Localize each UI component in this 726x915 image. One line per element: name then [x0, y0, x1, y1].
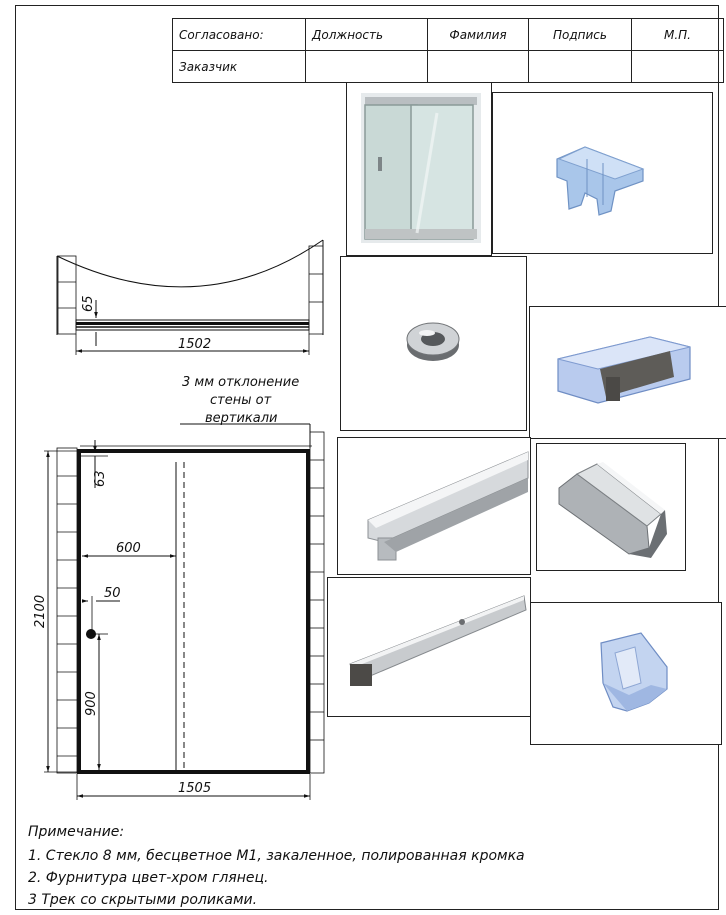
surname-label: Фамилия — [428, 19, 529, 51]
ring-fitting-photo — [340, 256, 527, 431]
dim-wall-depth: 65 — [81, 295, 96, 312]
top-view-right-wall — [309, 246, 323, 334]
notes-heading: Примечание: — [28, 824, 125, 840]
front-view — [33, 432, 324, 800]
dim-handle-offset: 50 — [104, 586, 121, 601]
top-view-arc — [57, 240, 323, 287]
agreed-label: Согласовано: — [173, 19, 306, 51]
seal-profile-photo-3 — [530, 602, 722, 745]
track-profile-image — [338, 438, 530, 574]
rail-photo — [327, 577, 531, 717]
seal-profile-photo-2 — [529, 306, 726, 439]
note-item-2: 2. Фурнитура цвет-хром глянец. — [28, 870, 269, 886]
door-frame — [79, 451, 308, 772]
seal-label: М.П. — [632, 19, 724, 51]
dim-handle-height: 900 — [84, 691, 99, 716]
wall-deviation-note-3: вертикали — [205, 411, 278, 426]
front-view-left-wall — [57, 448, 77, 773]
dim-panel-offset: 600 — [116, 541, 141, 556]
wall-deviation-note-1: 3 мм отклонение — [182, 375, 300, 390]
front-view-right-wall — [310, 432, 324, 773]
dim-top-gap: 63 — [93, 470, 108, 487]
seal-profile-1-image — [493, 93, 712, 253]
seal-profile-3-image — [531, 603, 721, 744]
signature-label: Подпись — [529, 19, 632, 51]
rail-image — [328, 578, 530, 716]
ring-fitting-image — [341, 257, 526, 430]
u-channel-image — [537, 444, 685, 570]
shower-door-image — [347, 83, 491, 255]
seal-profile-2-image — [530, 307, 726, 438]
dim-front-width: 1505 — [178, 781, 212, 796]
note-item-3: 3 Трек со скрытыми роликами. — [28, 892, 258, 908]
top-view-left-wall — [58, 256, 76, 334]
dim-height: 2100 — [33, 594, 48, 628]
position-label: Должность — [306, 19, 428, 51]
wall-deviation-note-2: стены от — [210, 393, 272, 408]
top-view — [57, 240, 323, 355]
shower-door-photo — [346, 82, 492, 256]
note-item-1: 1. Стекло 8 мм, бесцветное М1, закаленное, полированная кромка — [28, 848, 525, 864]
track-profile-photo — [337, 437, 531, 575]
u-channel-photo — [536, 443, 686, 571]
customer-label: Заказчик — [173, 51, 306, 83]
seal-profile-photo-1 — [492, 92, 713, 254]
dim-top-width: 1502 — [178, 337, 212, 352]
